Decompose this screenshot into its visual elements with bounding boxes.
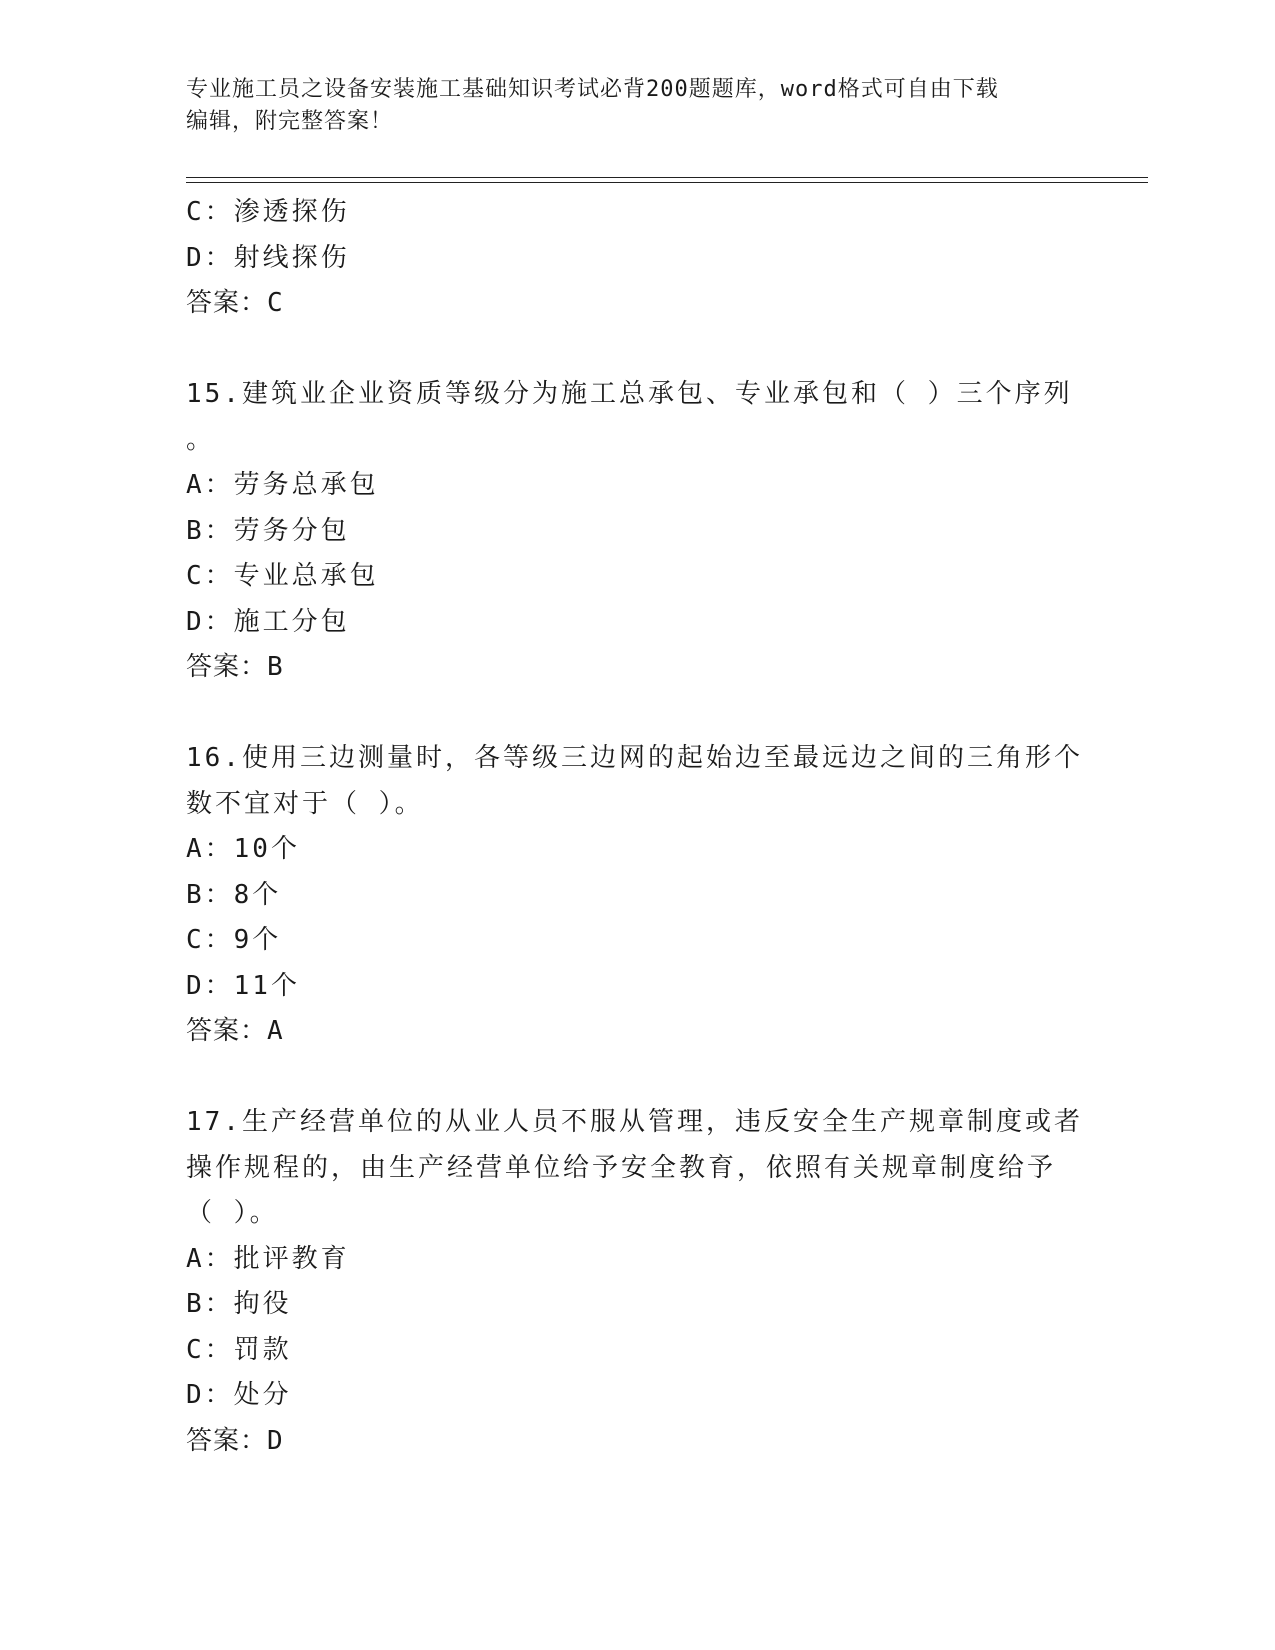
- question-text-line-2: 操作规程的，由生产经营单位给予安全教育，依照有关规章制度给予: [186, 1152, 1057, 1183]
- option-a: A：10个: [186, 834, 300, 864]
- header-divider-bottom: [186, 182, 1148, 183]
- option-b: B：8个: [186, 879, 282, 910]
- option-d: D：施工分包: [186, 606, 350, 637]
- question-17: [186, 1100, 1086, 1464]
- option-c: C：9个: [186, 925, 282, 955]
- answer: 答案：A: [186, 1016, 284, 1046]
- option-d: D：处分: [186, 1380, 292, 1410]
- option-c: C：罚款: [186, 1334, 292, 1365]
- option-d: D：11个: [186, 970, 300, 1001]
- question-text-line-2: 数不宜对于（ ）。: [186, 788, 424, 819]
- header-divider-top: [186, 177, 1148, 178]
- question-16: [186, 736, 1086, 1055]
- question-text-line-3: （ ）。: [186, 1198, 279, 1228]
- option-c: C：专业总承包: [186, 561, 379, 591]
- option-a: A：劳务总承包: [186, 470, 379, 500]
- question-text-line-1: 15.建筑业企业资质等级分为施工总承包、专业承包和（ ）三个序列: [186, 379, 1073, 409]
- option-d: D：射线探伤: [186, 242, 350, 273]
- option-c: C：渗透探伤: [186, 197, 350, 227]
- option-b: B：劳务分包: [186, 515, 350, 546]
- answer: 答案：D: [186, 1425, 284, 1456]
- question-text-line-1: 16.使用三边测量时，各等级三边网的起始边至最远边之间的三角形个: [186, 743, 1083, 773]
- question-text-line-2: 。: [186, 424, 216, 455]
- option-b: B：拘役: [186, 1289, 292, 1319]
- answer: 答案：C: [186, 288, 284, 318]
- option-a: A：批评教育: [186, 1243, 350, 1274]
- page-header: [186, 74, 1076, 138]
- question-list: [186, 190, 1086, 1464]
- header-title-line-1: 专业施工员之设备安装施工基础知识考试必背200题题库，word格式可自由下载: [186, 77, 999, 102]
- question-text-line-1: 17.生产经营单位的从业人员不服从管理，违反安全生产规章制度或者: [186, 1107, 1083, 1137]
- question-14-tail: [186, 190, 1086, 327]
- header-title-line-2: 编辑，附完整答案！: [186, 109, 394, 134]
- question-15: [186, 372, 1086, 691]
- answer: 答案：B: [186, 652, 284, 682]
